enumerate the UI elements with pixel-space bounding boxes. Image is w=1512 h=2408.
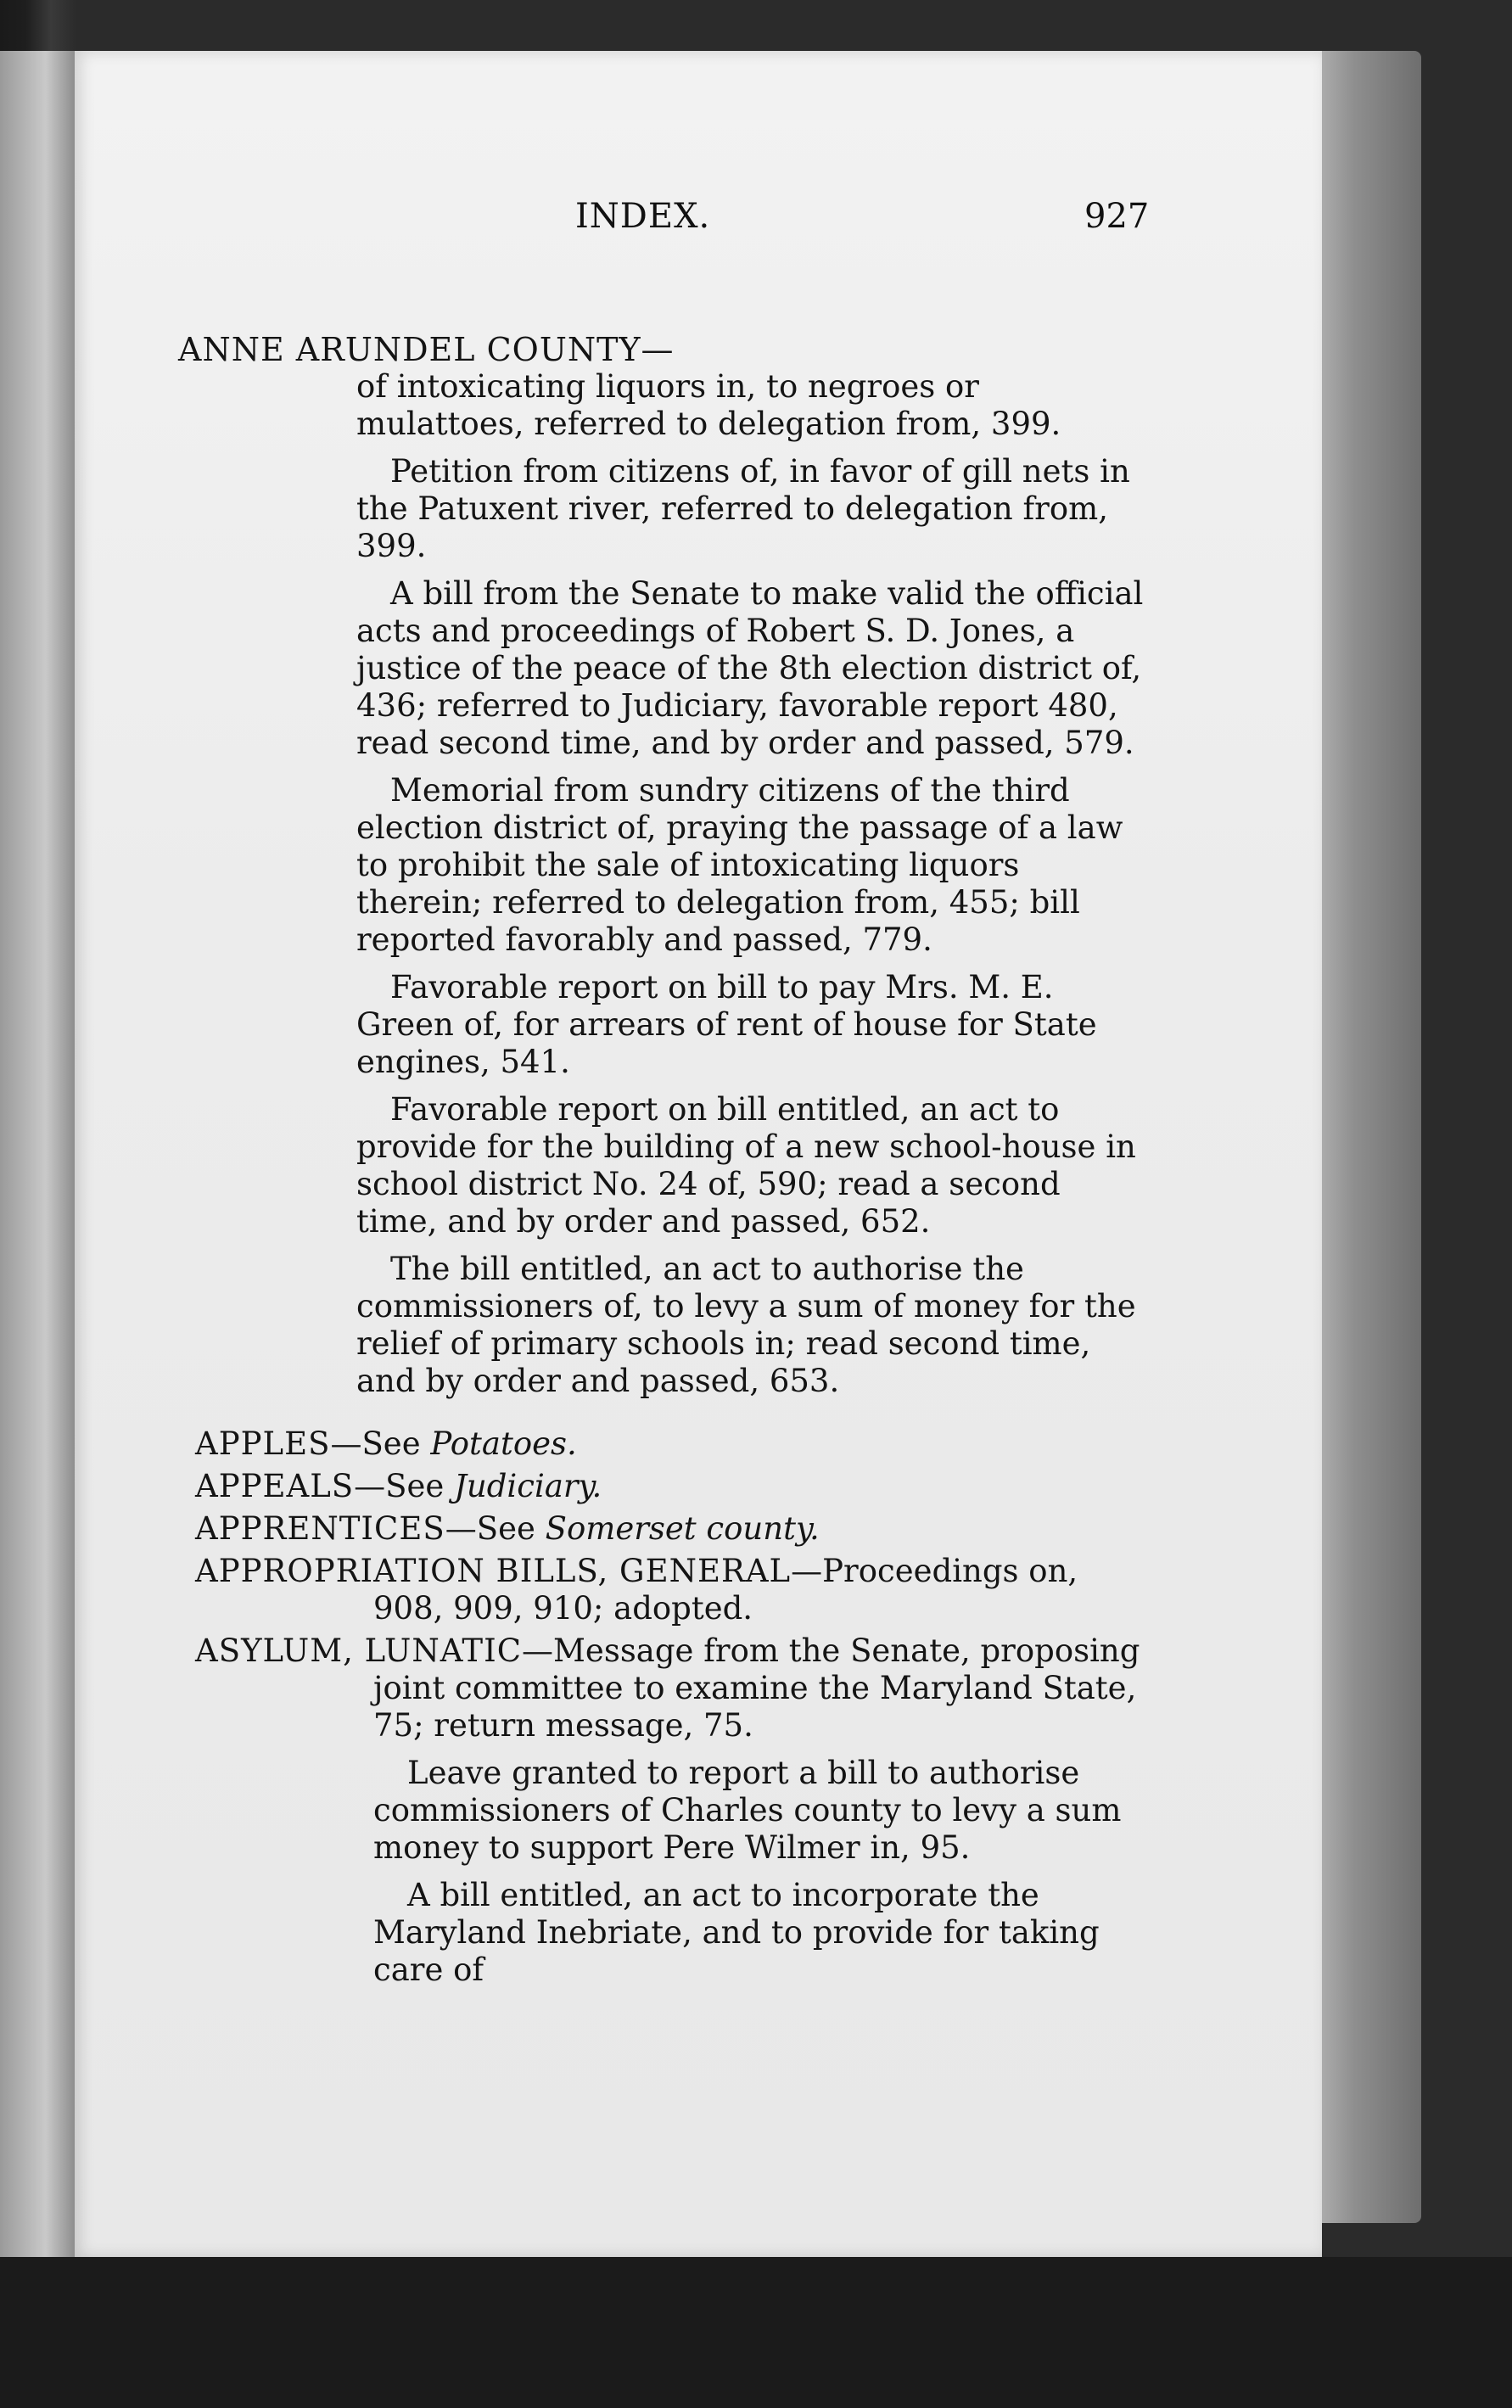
sub-entry: Memorial from sundry citizens of the third election district of, praying the passage of a law to prohibit the sale of intoxicating liquors therein; referred to delegation from, 455; bill reported favorably and passed, 779. xyxy=(356,772,1123,958)
sub-entry: Leave granted to report a bill to authorise commissioners of Charles county to levy a sum money to support Pere Wilmer in, 95. xyxy=(373,1755,1122,1866)
entry-heading-anne-arundel: ANNE ARUNDEL COUNTY— xyxy=(178,331,675,368)
sub-entry: A bill from the Senate to make valid the official acts and proceedings of Robert S. D. Jones, a justice of the peace of the 8th election district of, 436; referred to Judiciary, favorable report 480, read second time, and by order and passed, 579. xyxy=(356,575,1144,761)
bottom-shadow xyxy=(0,2257,1512,2408)
entry-apprentices: APPRENTICES—See Somerset county. xyxy=(195,1510,820,1547)
page-number: 927 xyxy=(1084,197,1150,236)
entry-asylum-lunatic: ASYLUM, LUNATIC—Message from the Senate, proposing joint committee to examine the Maryland State, 75; return message, 75. xyxy=(195,1632,1140,1744)
entry-apples: APPLES—See Potatoes. xyxy=(195,1425,577,1462)
sub-entry: Favorable report on bill to pay Mrs. M. E. Green of, for arrears of rent of house for State engines, 541. xyxy=(356,969,1097,1080)
index-content xyxy=(178,331,1162,1989)
running-head: INDEX. xyxy=(575,197,711,236)
sub-entry: Favorable report on bill entitled, an act to provide for the building of a new school-house in school district No. 24 of, 590; read a second time, and by order and passed, 652. xyxy=(356,1091,1136,1240)
facing-page-edge xyxy=(0,51,76,2308)
sub-entry: The bill entitled, an act to authorise the commissioners of, to levy a sum of money for the relief of primary schools in; read second time, and by order and passed, 653. xyxy=(356,1251,1136,1399)
page-header xyxy=(75,197,1322,248)
entry-continuation: of intoxicating liquors in, to negroes or mulattoes, referred to delegation from, 399. xyxy=(356,368,1061,442)
sub-entry: Petition from citizens of, in favor of gill nets in the Patuxent river, referred to delegation from, 399. xyxy=(356,453,1130,564)
entry-appropriation-bills: APPROPRIATION BILLS, GENERAL—Proceedings on, 908, 909, 910; adopted. xyxy=(195,1553,1078,1627)
entry-appeals: APPEALS—See Judiciary. xyxy=(195,1468,602,1504)
page-stack-edge xyxy=(1311,51,1421,2223)
sub-entry: A bill entitled, an act to incorporate the Maryland Inebriate, and to provide for taking care of xyxy=(373,1877,1100,1988)
